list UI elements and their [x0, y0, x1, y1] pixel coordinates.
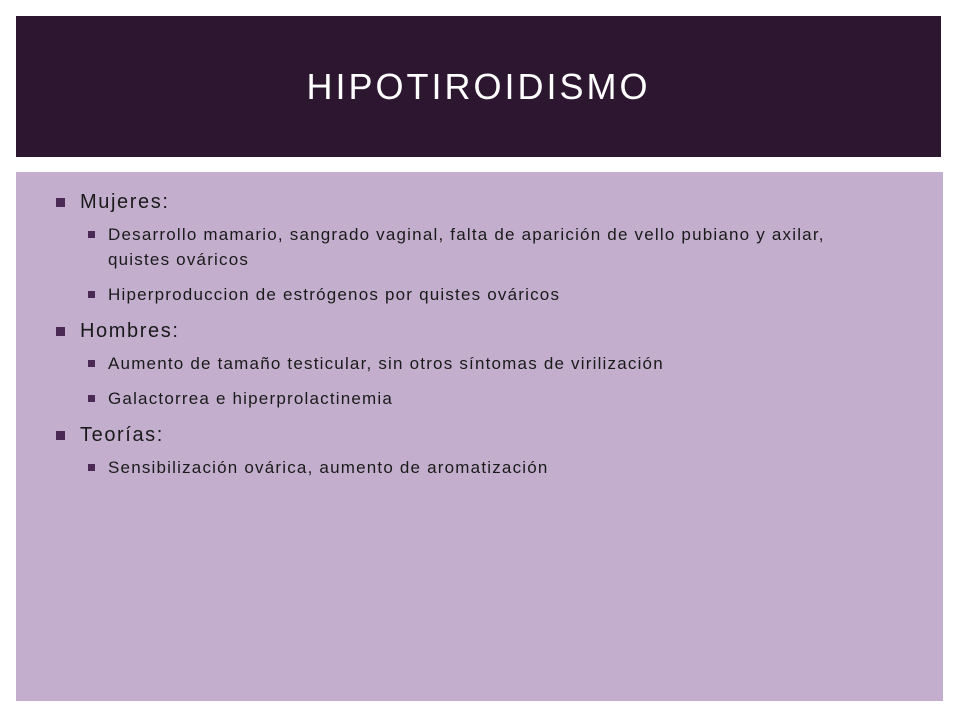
section-mujeres	[56, 188, 886, 307]
square-bullet-icon	[88, 291, 95, 298]
square-bullet-icon	[88, 360, 95, 367]
square-bullet-icon	[56, 327, 65, 336]
list-item-text: Galactorrea e hiperprolactinemia	[108, 389, 394, 408]
square-bullet-icon	[56, 198, 65, 207]
section-hombres	[56, 317, 886, 411]
list-item	[80, 386, 886, 411]
sub-list	[80, 222, 886, 307]
square-bullet-icon	[88, 395, 95, 402]
list-item-text: Aumento de tamaño testicular, sin otros síntomas de virilización	[108, 354, 664, 373]
bullet-list	[56, 188, 886, 490]
list-item-text: Hiperproduccion de estrógenos por quistes ováricos	[108, 285, 561, 304]
section-heading: Hombres:	[80, 320, 180, 342]
square-bullet-icon	[56, 431, 65, 440]
list-item-text: Desarrollo mamario, sangrado vaginal, falta de aparición de vello pubiano y axilar, quistes ováricos	[108, 225, 825, 269]
square-bullet-icon	[88, 231, 95, 238]
square-bullet-icon	[88, 464, 95, 471]
content-box	[16, 172, 943, 701]
slide-title: HIPOTIROIDISMO	[306, 65, 651, 107]
section-teorias	[56, 421, 886, 480]
list-item	[80, 282, 886, 307]
sub-list	[80, 455, 886, 480]
list-item	[80, 222, 886, 272]
list-item-text: Sensibilización ovárica, aumento de aromatización	[108, 458, 549, 477]
list-item	[80, 455, 886, 480]
title-bar	[16, 16, 941, 157]
list-item	[80, 351, 886, 376]
section-heading: Mujeres:	[80, 191, 170, 213]
section-heading: Teorías:	[80, 424, 164, 446]
sub-list	[80, 351, 886, 411]
